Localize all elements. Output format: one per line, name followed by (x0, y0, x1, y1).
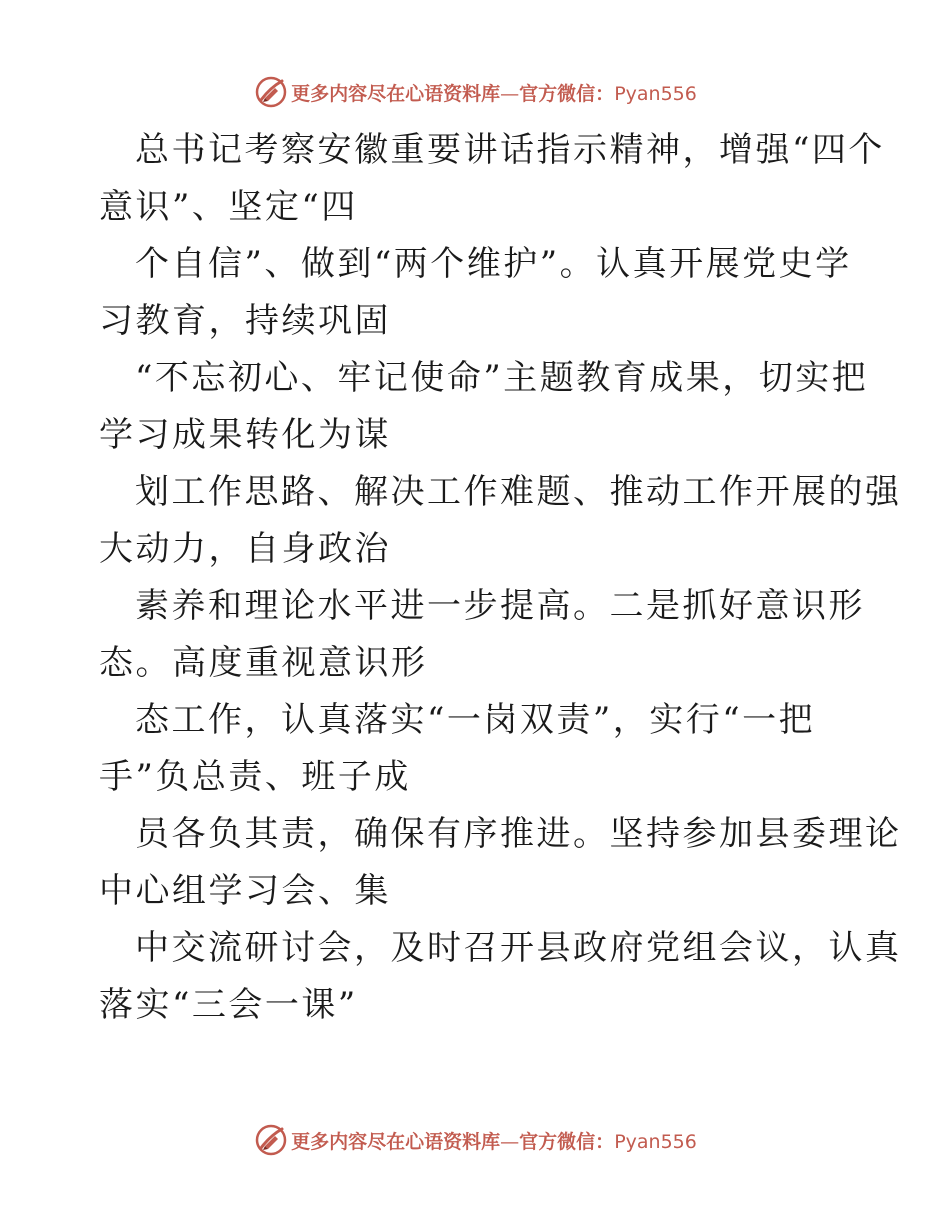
paragraph-line: 态。高度重视意识形 (99, 643, 428, 683)
watermark-text (291, 1127, 697, 1154)
paragraph-line: 中交流研讨会，及时召开县政府党组会议，认真 (135, 928, 902, 968)
paragraph-line: 员各负其责，确保有序推进。坚持参加县委理论 (135, 814, 902, 854)
paragraph-line: 划工作思路、解决工作难题、推动工作开展的强 (135, 472, 902, 512)
paragraph-line: 手”负总责、班子成 (99, 757, 411, 797)
paragraph-line: 态工作，认真落实“一岗双责”，实行“一把 (135, 700, 816, 740)
paragraph-line: 习教育，持续巩固 (99, 301, 391, 341)
watermark-channel: 官方微信： (519, 82, 615, 105)
paragraph-line: 学习成果转化为谋 (99, 415, 391, 455)
paragraph-line: 中心组学习会、集 (99, 871, 391, 911)
paragraph-line: 落实“三会一课” (99, 985, 358, 1025)
paragraph-line: “不忘初心、牢记使命”主题教育成果，切实把 (135, 358, 869, 398)
watermark-separator: — (500, 82, 520, 105)
paragraph-line: 素养和理论水平进一步提高。二是抓好意识形 (135, 586, 865, 626)
paragraph-line: 意识”、坚定“四 (99, 187, 358, 227)
watermark-brand: 更多内容尽在心语资料库 (291, 1130, 501, 1153)
watermark-account: Pyan556 (614, 1130, 697, 1153)
pen-swirl-logo-icon (253, 1122, 289, 1158)
watermark-account: Pyan556 (614, 82, 697, 105)
paragraph-line: 大动力，自身政治 (99, 529, 391, 569)
document-body (99, 122, 902, 1034)
footer-watermark (0, 1120, 950, 1160)
pen-swirl-logo-icon (253, 74, 289, 110)
watermark-separator: — (500, 1130, 520, 1153)
watermark-brand: 更多内容尽在心语资料库 (291, 82, 501, 105)
watermark-text (291, 79, 697, 106)
header-watermark (0, 72, 950, 112)
paragraph-line: 总书记考察安徽重要讲话指示精神，增强“四个 (135, 130, 885, 170)
paragraph-line: 个自信”、做到“两个维护”。认真开展党史学 (135, 244, 852, 284)
watermark-channel: 官方微信： (519, 1130, 615, 1153)
